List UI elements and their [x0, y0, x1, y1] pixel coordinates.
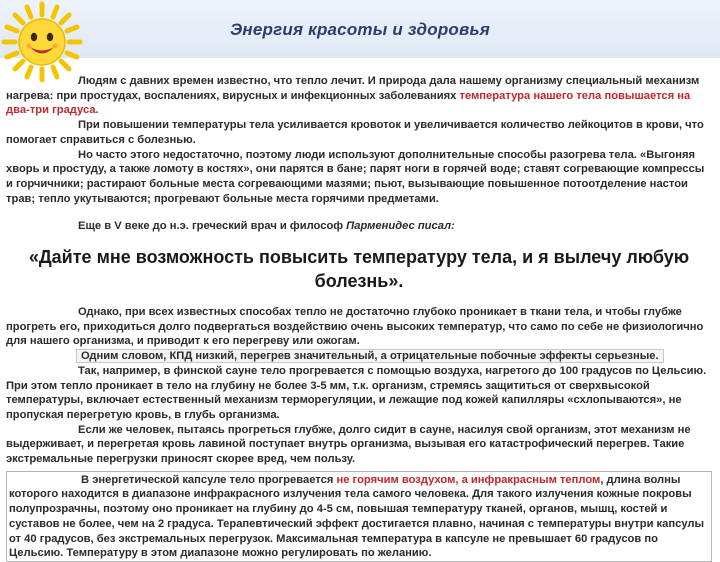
highlight-text: температура нашего тела повышается на два-три градуса. [6, 89, 691, 117]
quote-author: Парменидес писал: [346, 220, 455, 233]
paragraph: Но часто этого недостаточно, поэтому люди используют дополнительные способы разогрева тела. «Выгоняя хворь и простуду, а также ломоту в костях», они парятся в бане; парят ноги в горячей воде; ставят согревающие компрессы и горчичники; растирают больные места согревающими мазями; пьют, вызывающие повышенное потоотделение настои трав; тепло укутываются; прогревают больные места горячими предметами. [6, 148, 705, 205]
quote-intro: Еще в V веке до н.э. греческий врач и философ Парменидес писал: [78, 220, 455, 233]
paragraph: В энергетической капсуле тело прогревается не горячим воздухом, а инфракрасным теплом, длина волны которого находится в диапазоне инфракрасного излучения тела самого человека. Для такого излучения кожные покровы полупрозрачны, поэтому оно проникает на глубину до 4-5 см, повышая температуру тканей, органов, мышц, костей и суставов не более, чем на 2 градуса. Терапевтический эффект достигается плавно, начиная с температуры внутри капсулы от 40 градусов, без экстремальных перегрузок. Максимальная температура в капсуле не превышает 60 градусов по Цельсию. Температуру в этом диапазоне можно регулировать по желанию. [9, 473, 705, 560]
capsule-box [6, 471, 712, 562]
paragraph: Если же человек, пытаясь прогреться глубже, долго сидит в сауне, насилуя свой организм, этот механизм не выдерживает, и перегретая кровь лавиной поступает внутрь организма, вызывая его катастрофический перегрев. Такие экстремальные перегрузки приносят скорее вред, чем пользу. [6, 423, 691, 466]
highlight-text: не горячим воздухом, а инфракрасным теплом [336, 473, 601, 486]
quote: «Дайте мне возможность повысить температуру тела, и я вылечу любую болезнь». [28, 247, 690, 292]
paragraph: Однако, при всех известных способах тепло не достаточно глубоко проникает в ткани тела, и чтобы глубже прогреть его, приходиться долго подвергаться воздействию очень высоких температур, что само по себе не физиологично для нашего организма, и приводит к его перегреву или ожогам. [6, 306, 704, 348]
summary-line: Одним словом, КПД низкий, перегрев значительный, а отрицательные побочные эффекты серьезные. [6, 349, 712, 364]
paragraph: Людям с давних времен известно, что тепло лечит. И природа дала нашему организму специальный механизм нагрева: при простудах, воспалениях, вирусных и инфекционных заболеваниях температура нашего тела повышается на два-три градуса. [6, 75, 700, 117]
paragraph: Так, например, в финской сауне тело прогревается с помощью воздуха, нагретого до 100 градусов по Цельсию. При этом тепло проникает в тело на глубину не более 3-5 мм, т.к. организм, стремясь защититься от сверхвысокой температуры, включает естественный механизм терморегуляции, и лежащие под кожей капилляры «схлопываются», не пропуская перегретую кровь, в глубь организма. [6, 364, 707, 421]
paragraph: При повышении температуры тела усиливается кровоток и увеличивается количество лейкоцитов в крови, что помогает справиться с болезнью. [6, 119, 704, 146]
article-body [6, 74, 712, 562]
page-title: Энергия красоты и здоровья [230, 20, 490, 39]
smiling-sun-icon [0, 0, 84, 84]
